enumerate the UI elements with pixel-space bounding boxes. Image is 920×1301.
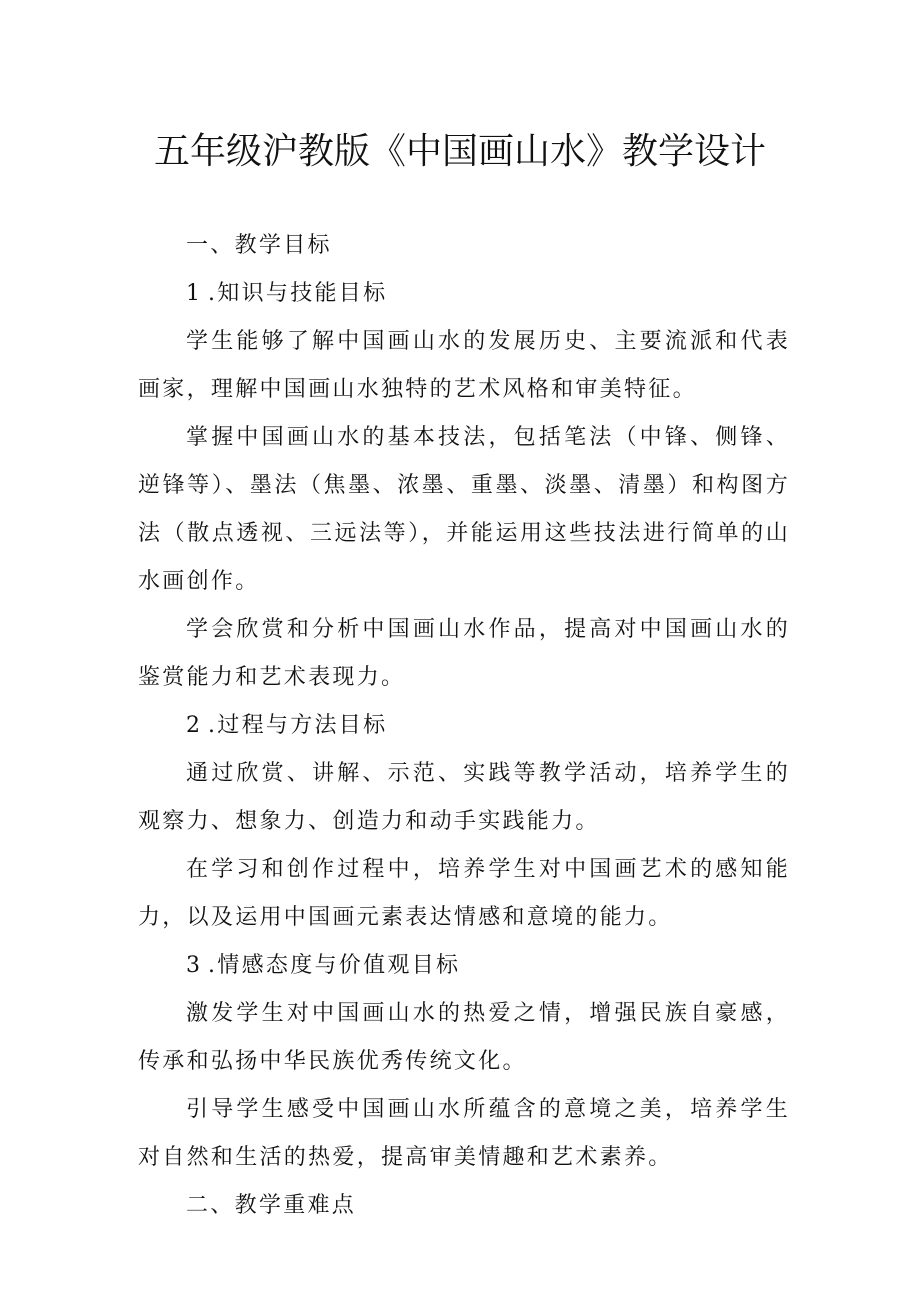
subheading-text: .情感态度与价值观目标: [208, 953, 461, 978]
subheading-number: 3: [186, 953, 208, 978]
subheading-number: 2: [186, 713, 208, 738]
subheading-emotion-values: [138, 942, 790, 990]
paragraph: 通过欣赏、讲解、示范、实践等教学活动，培养学生的观察力、想象力、创造力和动手实践能力。: [138, 761, 790, 834]
subheading-text: .知识与技能目标: [208, 281, 388, 306]
paragraph: 在学习和创作过程中，培养学生对中国画艺术的感知能力，以及运用中国画元素表达情感和意境的能力。: [138, 857, 790, 930]
paragraph: 引导学生感受中国画山水所蕴含的意境之美，培养学生对自然和生活的热爱，提高审美情趣和艺术素养。: [138, 1097, 790, 1170]
section-heading-objectives: 一、教学目标: [186, 233, 332, 258]
subheading-process-methods: [138, 702, 790, 750]
paragraph: 激发学生对中国画山水的热爱之情，增强民族自豪感，传承和弘扬中华民族优秀传统文化。: [138, 1001, 790, 1074]
paragraph: 掌握中国画山水的基本技法，包括笔法（中锋、侧锋、逆锋等）、墨法（焦墨、浓墨、重墨、淡墨、清墨）和构图方法（散点透视、三远法等），并能运用这些技法进行简单的山水画创作。: [138, 425, 790, 594]
subheading-number: 1: [186, 281, 208, 306]
paragraph: 学会欣赏和分析中国画山水作品，提高对中国画山水的鉴赏能力和艺术表现力。: [138, 617, 790, 690]
document-title: 五年级沪教版《中国画山水》教学设计: [153, 131, 766, 172]
section-heading-key-difficulties: 二、教学重难点: [186, 1193, 357, 1218]
document-body: [138, 222, 790, 1230]
subheading-text: .过程与方法目标: [208, 713, 388, 738]
paragraph: 学生能够了解中国画山水的发展历史、主要流派和代表画家，理解中国画山水独特的艺术风格和审美特征。: [138, 329, 790, 402]
subheading-knowledge-skills: [138, 270, 790, 318]
